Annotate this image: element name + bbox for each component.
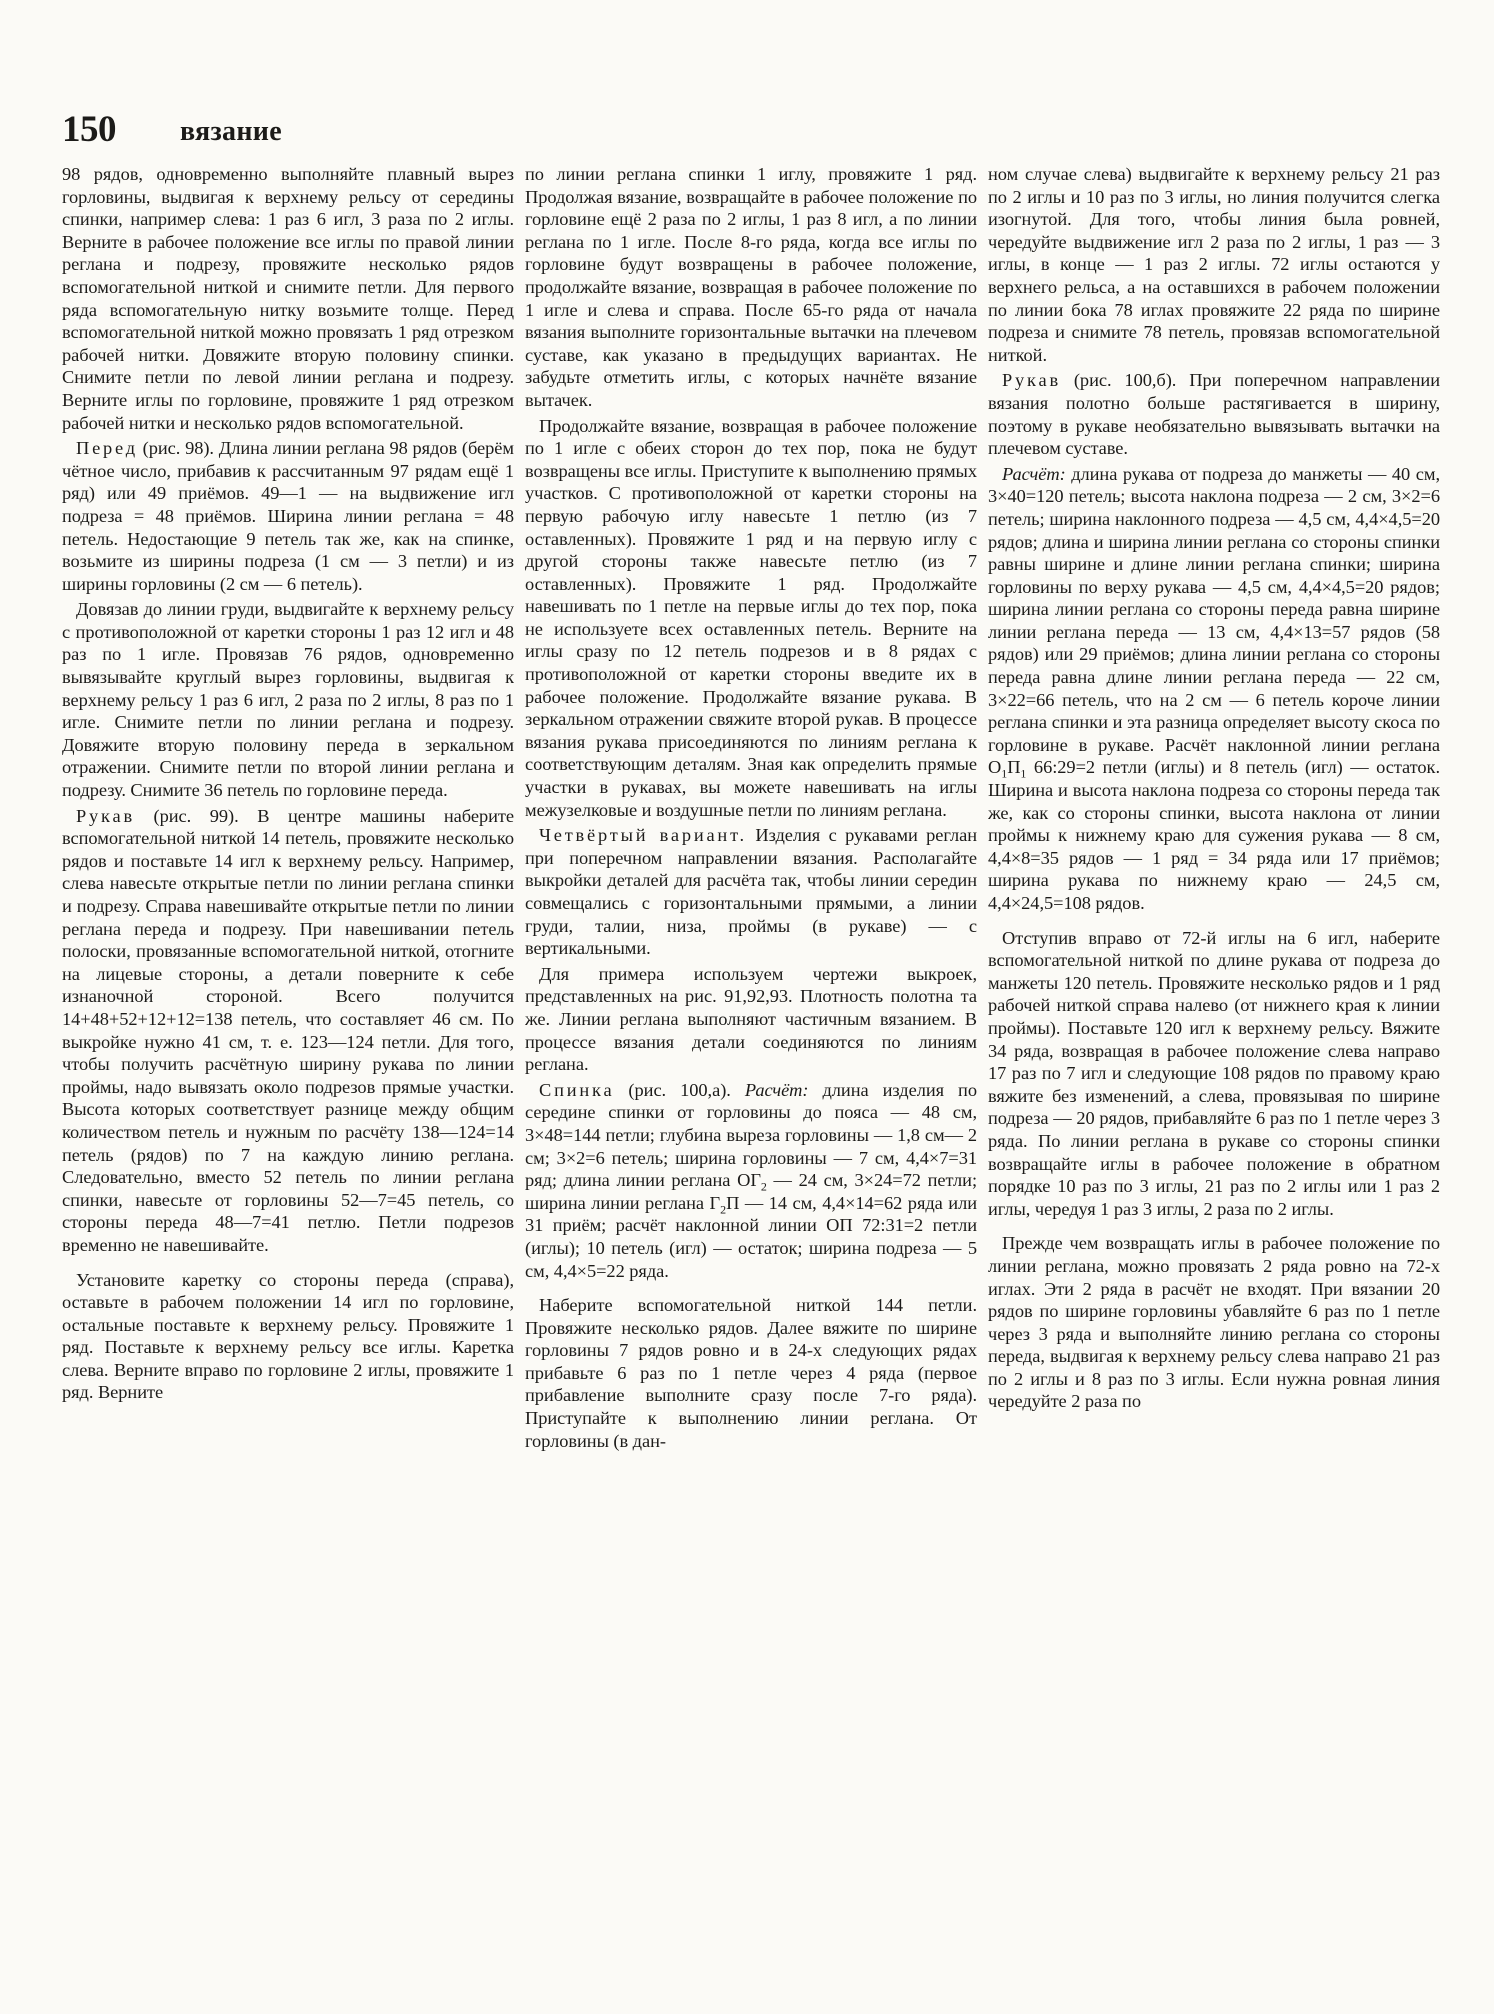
paragraph: Для примера используем чертежи выкроек, представленных на рис. 91,92,93. Плотность полотна та же. Линии реглана выполняют частичным вязанием. В процессе вязания детали соединяются по линиям реглана. <box>525 963 977 1075</box>
paragraph: Четвёртый вариант. Изделия с рукавами реглан при поперечном направлении вязания. Располагайте выкройки деталей для расчёта так, чтобы линии середин совмещались с горизонтальными прямыми, а линии груди, талии, низа, проймы (в рукаве) — с вертикальными. <box>525 825 977 959</box>
paragraph: Отступив вправо от 72-й иглы на 6 игл, наберите вспомогательной ниткой по длине рукава от подреза до манжеты 120 петель. Провяжите несколько рядов и 1 ряд рабочей ниткой справа налево (от нижнего края к линии проймы). Поставьте 120 игл к верхнему рельсу. Вяжите 34 ряда, возвращая в рабочее положение слева направо 17 раз по 7 игл и следующие 108 рядов по правому краю вяжите без изменений, а слева, провязывая по ширине подреза — 20 рядов, прибавляйте 6 раз по 1 петле через 3 ряда. По линии реглана в рукаве со стороны спинки возвращайте иглы в рабочее положение в обратном порядке 10 раз по 3 иглы, 21 раз по 2 иглы или 1 раз 2 иглы, чередуя 1 раз 3 иглы, 2 раза по 2 иглы. <box>988 927 1440 1219</box>
text-column-3 <box>988 163 1440 1993</box>
paragraph: Перед (рис. 98). Длина линии реглана 98 рядов (берём чётное число, прибавив к рассчитанным 97 рядам ещё 1 ряд) или 49 приёмов. 49—1 — на выдвижение игл подреза = 48 приёмов. Ширина линии реглана = 48 петель. Недостающие 9 петель так же, как на спинке, возьмите из ширины подреза (1 см — 3 петли) и из ширины горловины (2 см — 6 петель). <box>62 438 514 594</box>
calculation-label: Расчёт: <box>1002 463 1066 484</box>
paragraph: Рукав (рис. 100,б). При поперечном направлении вязания полотно больше растягивается в ширину, поэтому в рукаве необязательно вывязывать вытачки на плечевом суставе. <box>988 370 1440 459</box>
calculation-label: Расчёт: <box>744 1079 809 1100</box>
paragraph: 98 рядов, одновременно выполняйте плавный вырез горловины, выдвигая к верхнему рельсу от середины спинки, например слева: 1 раз 6 игл, 3 раза по 2 иглы. Верните в рабочее положение все иглы по правой линии реглана и подрезу, провяжите несколько рядов вспомогательной ниткой и снимите петли. Для первого ряда вспомогательную нитку возьмите толще. Перед вспомогательной ниткой можно провязать 1 ряд отрезком рабочей нитки. Довяжите вторую половину спинки. Снимите петли по левой линии реглана и подрезу. Верните иглы по горловине, провяжите 1 ряд отрезком рабочей нитки и несколько рядов вспомогательной. <box>62 164 514 433</box>
subheading-back: Спинка <box>539 1079 615 1100</box>
paragraph: по линии реглана спинки 1 иглу, провяжите 1 ряд. Продолжая вязание, возвращайте в рабочее положение по горловине ещё 2 раза по 2 иглы, 1 раз 8 игл, а по линии реглана по 1 игле. После 8-го ряда, когда все иглы по горловине будут возвращены в рабочее положение, продолжайте вязание, возвращая в рабочее положение по 1 игле и слева и справа. После 65-го ряда от начала вязания выполните горизонтальные вытачки на плечевом суставе, как указано в предыдущих вариантах. Не забудьте отметить иглы, с которых начнёте вязание вытачек. <box>525 164 977 410</box>
paragraph: Установите каретку со стороны переда (справа), оставьте в рабочем положении 14 игл по горловине, остальные поставьте к верхнему рельсу. Провяжите 1 ряд. Поставьте к верхнему рельсу все иглы. Каретка слева. Верните вправо по горловине 2 иглы, провяжите 1 ряд. Верните <box>62 1269 514 1403</box>
paragraph: Спинка (рис. 100,а). Расчёт: длина изделия по середине спинки от горловины до пояса — 48 см, 3×48=144 петли; глубина выреза горловины — 1,8 см— 2 см; 3×2=6 петель; ширина горловины — 7 см, 4,4×7=31 ряд; длина линии реглана $ОГ_2$ — 24 см, 3×24=72 петли; ширина линии реглана $Г_2П$ — 14 см, 4,4×14=62 ряда или 31 приём; расчёт наклонной линии ОП 72:31=2 петли (иглы); 10 петель (игл) — остаток; ширина подреза — 5 см, 4,4×5=22 ряда. <box>525 1079 977 1281</box>
paragraph: Рукав (рис. 99). В центре машины наберите вспомогательной ниткой 14 петель, провяжите несколько рядов и поставьте 14 игл к верхнему рельсу. Например, слева навесьте открытые петли по линии реглана спинки и подрезу. Справа навешивайте открытые петли по линии реглана переда и подрезу. При навешивании петель полоски, провязанные вспомогательной ниткой, отогните на лицевые стороны, а детали поверните к себе изнаночной стороной. Всего получится 14+48+52+12+12=138 петель, что составляет 46 см. По выкройке нужно 41 см, т. е. 123—124 петли. Для того, чтобы получить расчётную ширину рукава по линии проймы, надо вывязать около подрезов прямые участки. Высота которых соответствует разнице между общим количеством петель и нужным по расчёту 138—124=14 петель (рядов) по 7 на каждую линию реглана. Следовательно, вместо 52 петель по линии реглана спинки, навесьте от горловины 52—7=45 петель, со стороны переда 48—7=41 петлю. Петли подрезов временно не навешивайте. <box>62 805 514 1255</box>
subheading-sleeve: Рукав <box>76 805 135 826</box>
paragraph: Наберите вспомогательной ниткой 144 петли. Провяжите несколько рядов. Далее вяжите по ширине горловины 7 рядов ровно и в 24-х следующих рядах прибавьте 6 раз по 1 петле через 4 ряда (первое прибавление выполните сразу после 7-го ряда). Приступайте к выполнению линии реглана. От горловины (в дан- <box>525 1295 977 1451</box>
text-column-1 <box>62 163 514 1993</box>
paragraph: Прежде чем возвращать иглы в рабочее положение по линии реглана, можно провязать 2 ряда ровно на 72-х иглах. Эти 2 ряда в расчёт не входят. При вязании 20 рядов по ширине горловины убавляйте 6 раз по 1 петле через 3 ряда и выполняйте линию реглана со стороны переда, выдвигая к верхнему рельсу слева направо 21 раз по 2 иглы и 8 раз по 3 иглы. Если нужна ровная линия чередуйте 2 раза по <box>988 1233 1440 1412</box>
subheading-sleeve: Рукав <box>1002 370 1061 391</box>
paragraph: ном случае слева) выдвигайте к верхнему рельсу 21 раз по 2 иглы и 10 раз по 3 иглы, но линия получится слегка изогнутой. Для того, чтобы линия была ровней, чередуйте выдвижение игл 2 раза по 2 иглы, 1 раз — 3 иглы, в конце — 1 раз 2 иглы. 72 иглы остаются у верхнего рельса, а на оставшихся в рабочем положении по линии бока 78 иглах провяжите 22 ряда по ширине подреза и снимите 78 петель, провязав вспомогательной ниткой. <box>988 164 1440 365</box>
subheading-front: Перед <box>76 438 138 459</box>
paragraph: Расчёт: длина рукава от подреза до манжеты — 40 см, 3×40=120 петель; высота наклона подреза — 2 см, 3×2=6 петель; ширина наклонного подреза — 4,5 см, 4,4×4,5=20 рядов; длина и ширина линии реглана со стороны спинки равны ширине и длине линии реглана спинки; ширина горловины по верху рукава — 4,5 см, 4,4×4,5=20 рядов; ширина линии реглана со стороны переда равна ширине линии реглана переда — 13 см, 4,4×13=57 рядов (58 рядов) или 29 приёмов; длина линии реглана со стороны переда равна длине линии реглана переда — 22 см, 3×22=66 петель, что на 2 см — 6 петель короче линии реглана спинки и эта разница определяет высоту скоса по горловине в рукаве. Расчёт наклонной линии реглана $О_1П_1$ 66:29=2 петли (иглы) и 8 петель (игл) — остаток. Ширина и высота наклона подреза со стороны переда так же, как со стороны спинки, высота наклона от линии проймы к нижнему краю для сужения рукава — 8 см, 4,4×8=35 рядов — 1 ряд = 34 ряда или 17 приёмов; ширина рукава по нижнему краю — 24,5 см, 4,4×24,5=108 рядов. <box>988 463 1440 913</box>
subheading-fourth-variant: Четвёртый вариант. <box>539 825 747 846</box>
text-column-2 <box>525 163 977 1993</box>
paragraph: Продолжайте вязание, возвращая в рабочее положение по 1 игле с обеих сторон до тех пор, пока не будут возвращены все иглы. Приступите к выполнению прямых участков. С противоположной от каретки стороны на первую рабочую иглу навесьте 1 петлю (из 7 оставленных). Провяжите 1 ряд и на первую иглу с другой стороны также навесьте петлю (из 7 оставленных). Провяжите 1 ряд. Продолжайте навешивать по 1 петле на первые иглы до тех пор, пока не используете всех оставленных петель. Верните на иглы сразу по 12 петель подрезов и в 8 рядах с противоположной от каретки стороны введите их в рабочее положение. Продолжайте вязание рукава. В зеркальном отражении свяжите второй рукав. В процессе вязания рукава присоединяются по линиям реглана к соответствующим деталям. Зная как определить прямые участки в рукавах, вы можете навешивать на иглы межузелковые и воздушные петли по линиям реглана. <box>525 415 977 820</box>
paragraph: Довязав до линии груди, выдвигайте к верхнему рельсу с противоположной от каретки стороны 1 раз 12 игл и 48 раз по 1 игле. Провязав 76 рядов, одновременно вывязывайте круглый вырез горловины, выдвигая к верхнему рельсу 1 раз 6 игл, 2 раза по 2 иглы, 8 раз по 1 игле. Снимите петли по линии реглана и подрезу. Довяжите вторую половину переда в зеркальном отражении. Снимите петли по второй линии реглана и подрезу. Снимите 36 петель по горловине переда. <box>62 599 514 801</box>
section-title: вязание <box>180 116 282 147</box>
page-number: 150 <box>62 109 116 150</box>
